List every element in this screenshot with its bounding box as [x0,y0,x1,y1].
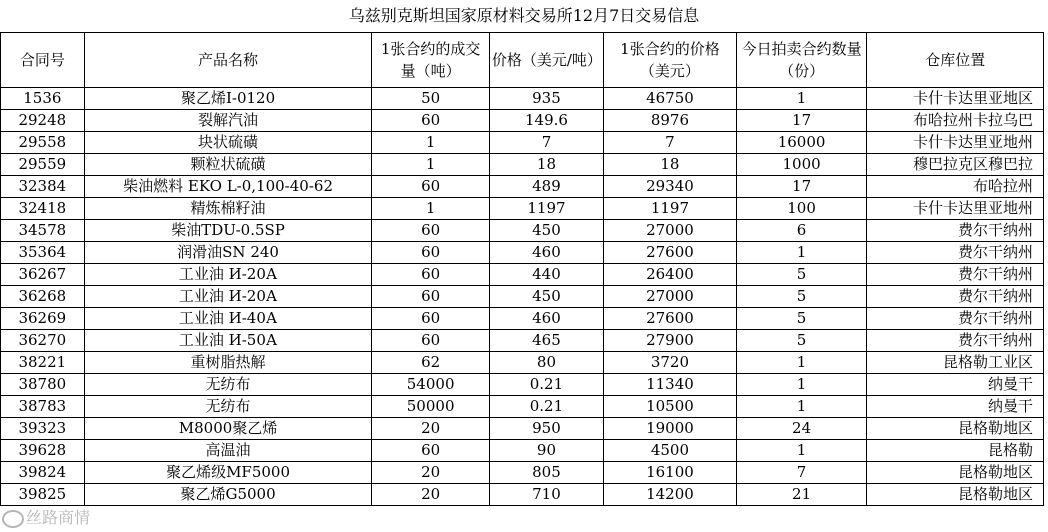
table-row [1,440,1044,462]
cell-contract-price: 27600 [604,308,737,330]
cell-warehouse: 卡什卡达里亚地州 [867,132,1044,154]
cell-price: 18 [489,154,603,176]
cell-warehouse: 费尔干纳州 [867,242,1044,264]
cell-warehouse: 费尔干纳州 [867,330,1044,352]
header-contract-no: 合同号 [1,33,85,88]
cell-contract-no: 39824 [1,462,85,484]
cell-warehouse: 费尔干纳州 [867,220,1044,242]
cell-volume: 60 [372,242,489,264]
cell-contract-price: 10500 [604,396,737,418]
cell-product-name: 柴油TDU-0.5SP [84,220,372,242]
table-row [1,132,1044,154]
cell-contract-no: 36267 [1,264,85,286]
cell-contract-price: 27600 [604,242,737,264]
cell-contract-count: 5 [736,286,867,308]
cell-contract-no: 39628 [1,440,85,462]
cell-contract-count: 1 [736,396,867,418]
cell-contract-no: 34578 [1,220,85,242]
cell-volume: 60 [372,176,489,198]
cell-price: 460 [489,242,603,264]
cell-contract-price: 27000 [604,286,737,308]
cell-contract-count: 17 [736,176,867,198]
cell-contract-count: 1 [736,374,867,396]
table-row [1,176,1044,198]
table-row [1,220,1044,242]
cell-contract-count: 1 [736,88,867,110]
cell-contract-count: 21 [736,484,867,506]
cell-volume: 60 [372,308,489,330]
cell-warehouse: 昆格勒地区 [867,484,1044,506]
cell-price: 90 [489,440,603,462]
cell-price: 489 [489,176,603,198]
cell-contract-no: 36269 [1,308,85,330]
cell-price: 460 [489,308,603,330]
cell-contract-count: 1000 [736,154,867,176]
cell-warehouse: 布哈拉州卡拉乌巴 [867,110,1044,132]
cell-price: 80 [489,352,603,374]
cell-volume: 60 [372,330,489,352]
cell-contract-price: 1197 [604,198,737,220]
cell-warehouse: 纳曼干 [867,396,1044,418]
cell-warehouse: 费尔干纳州 [867,308,1044,330]
cell-contract-count: 100 [736,198,867,220]
cell-contract-price: 4500 [604,440,737,462]
cell-price: 450 [489,220,603,242]
cell-volume: 20 [372,484,489,506]
cell-contract-price: 8976 [604,110,737,132]
header-price: 价格（美元/吨） [489,33,603,88]
cell-product-name: 重树脂热解 [84,352,372,374]
cell-contract-no: 29248 [1,110,85,132]
cell-price: 1197 [489,198,603,220]
cell-product-name: 聚乙烯G5000 [84,484,372,506]
table-row [1,242,1044,264]
cell-contract-no: 38780 [1,374,85,396]
cell-price: 950 [489,418,603,440]
cell-product-name: 块状硫磺 [84,132,372,154]
cell-product-name: M8000聚乙烯 [84,418,372,440]
table-row [1,88,1044,110]
cell-product-name: 无纺布 [84,396,372,418]
cell-contract-count: 1 [736,352,867,374]
cell-price: 935 [489,88,603,110]
cell-volume: 50000 [372,396,489,418]
cell-contract-no: 36270 [1,330,85,352]
cell-warehouse: 费尔干纳州 [867,264,1044,286]
header-row [1,33,1044,88]
cell-contract-count: 24 [736,418,867,440]
table-row [1,154,1044,176]
cell-contract-price: 16100 [604,462,737,484]
header-warehouse: 仓库位置 [867,33,1044,88]
cell-price: 450 [489,286,603,308]
header-contract-count: 今日拍卖合约数量（份） [736,33,867,88]
cell-volume: 60 [372,286,489,308]
cell-contract-no: 1536 [1,88,85,110]
cell-product-name: 精炼棉籽油 [84,198,372,220]
cell-price: 149.6 [489,110,603,132]
watermark-text: 丝路商情 [26,508,91,527]
cell-price: 0.21 [489,374,603,396]
cell-warehouse: 昆格勒地区 [867,462,1044,484]
cell-volume: 1 [372,132,489,154]
cell-price: 805 [489,462,603,484]
cell-warehouse: 昆格勒地区 [867,418,1044,440]
cell-warehouse: 昆格勒 [867,440,1044,462]
watermark-logo-icon [2,510,24,528]
cell-product-name: 颗粒状硫磺 [84,154,372,176]
cell-volume: 54000 [372,374,489,396]
cell-product-name: 工业油 И-50А [84,330,372,352]
cell-volume: 60 [372,110,489,132]
watermark [2,505,90,528]
page-title: 乌兹别克斯坦国家原材料交易所12月7日交易信息 [348,6,700,25]
cell-contract-no: 29559 [1,154,85,176]
cell-product-name: 高温油 [84,440,372,462]
header-volume: 1张合约的成交量（吨） [372,33,489,88]
cell-warehouse: 纳曼干 [867,374,1044,396]
cell-warehouse: 卡什卡达里亚地州 [867,198,1044,220]
cell-price: 440 [489,264,603,286]
cell-volume: 60 [372,440,489,462]
cell-product-name: 无纺布 [84,374,372,396]
cell-volume: 50 [372,88,489,110]
cell-contract-price: 7 [604,132,737,154]
cell-volume: 62 [372,352,489,374]
cell-contract-count: 16000 [736,132,867,154]
cell-contract-no: 39323 [1,418,85,440]
trade-table [0,32,1044,506]
table-row [1,198,1044,220]
table-row [1,264,1044,286]
cell-contract-price: 14200 [604,484,737,506]
cell-warehouse: 昆格勒工业区 [867,352,1044,374]
header-contract-price: 1张合约的价格（美元） [604,33,737,88]
table-row [1,374,1044,396]
cell-contract-count: 5 [736,330,867,352]
cell-product-name: 工业油 И-20А [84,264,372,286]
cell-warehouse: 布哈拉州 [867,176,1044,198]
cell-contract-count: 5 [736,264,867,286]
table-row [1,484,1044,506]
cell-price: 0.21 [489,396,603,418]
table-row [1,462,1044,484]
cell-contract-no: 39825 [1,484,85,506]
cell-price: 7 [489,132,603,154]
header-product-name: 产品名称 [84,33,372,88]
cell-warehouse: 费尔干纳州 [867,286,1044,308]
cell-product-name: 工业油 И-40А [84,308,372,330]
table-row [1,110,1044,132]
cell-contract-count: 1 [736,440,867,462]
cell-contract-price: 27900 [604,330,737,352]
cell-contract-count: 1 [736,242,867,264]
cell-contract-price: 11340 [604,374,737,396]
cell-volume: 1 [372,198,489,220]
cell-price: 465 [489,330,603,352]
table-row [1,286,1044,308]
table-row [1,396,1044,418]
cell-contract-no: 32418 [1,198,85,220]
table-row [1,418,1044,440]
table-body [1,88,1044,506]
cell-contract-no: 38221 [1,352,85,374]
table-row [1,308,1044,330]
cell-contract-no: 32384 [1,176,85,198]
cell-contract-price: 29340 [604,176,737,198]
cell-contract-count: 17 [736,110,867,132]
cell-warehouse: 卡什卡达里亚地区 [867,88,1044,110]
cell-contract-no: 35364 [1,242,85,264]
table-row [1,330,1044,352]
cell-contract-count: 7 [736,462,867,484]
cell-contract-price: 26400 [604,264,737,286]
cell-product-name: 聚乙烯级MF5000 [84,462,372,484]
cell-volume: 20 [372,418,489,440]
cell-contract-count: 6 [736,220,867,242]
cell-contract-no: 38783 [1,396,85,418]
cell-contract-price: 46750 [604,88,737,110]
cell-product-name: 聚乙烯I-0120 [84,88,372,110]
cell-product-name: 工业油 И-20А [84,286,372,308]
cell-product-name: 润滑油SN 240 [84,242,372,264]
cell-contract-price: 18 [604,154,737,176]
table-row [1,352,1044,374]
cell-price: 710 [489,484,603,506]
cell-volume: 60 [372,264,489,286]
cell-contract-price: 3720 [604,352,737,374]
cell-volume: 20 [372,462,489,484]
cell-product-name: 裂解汽油 [84,110,372,132]
cell-contract-price: 27000 [604,220,737,242]
cell-contract-count: 5 [736,308,867,330]
cell-contract-no: 36268 [1,286,85,308]
cell-contract-no: 29558 [1,132,85,154]
cell-product-name: 柴油燃料 EKO L-0,100-40-62 [84,176,372,198]
cell-contract-price: 19000 [604,418,737,440]
cell-volume: 1 [372,154,489,176]
cell-volume: 60 [372,220,489,242]
cell-warehouse: 穆巴拉克区穆巴拉 [867,154,1044,176]
